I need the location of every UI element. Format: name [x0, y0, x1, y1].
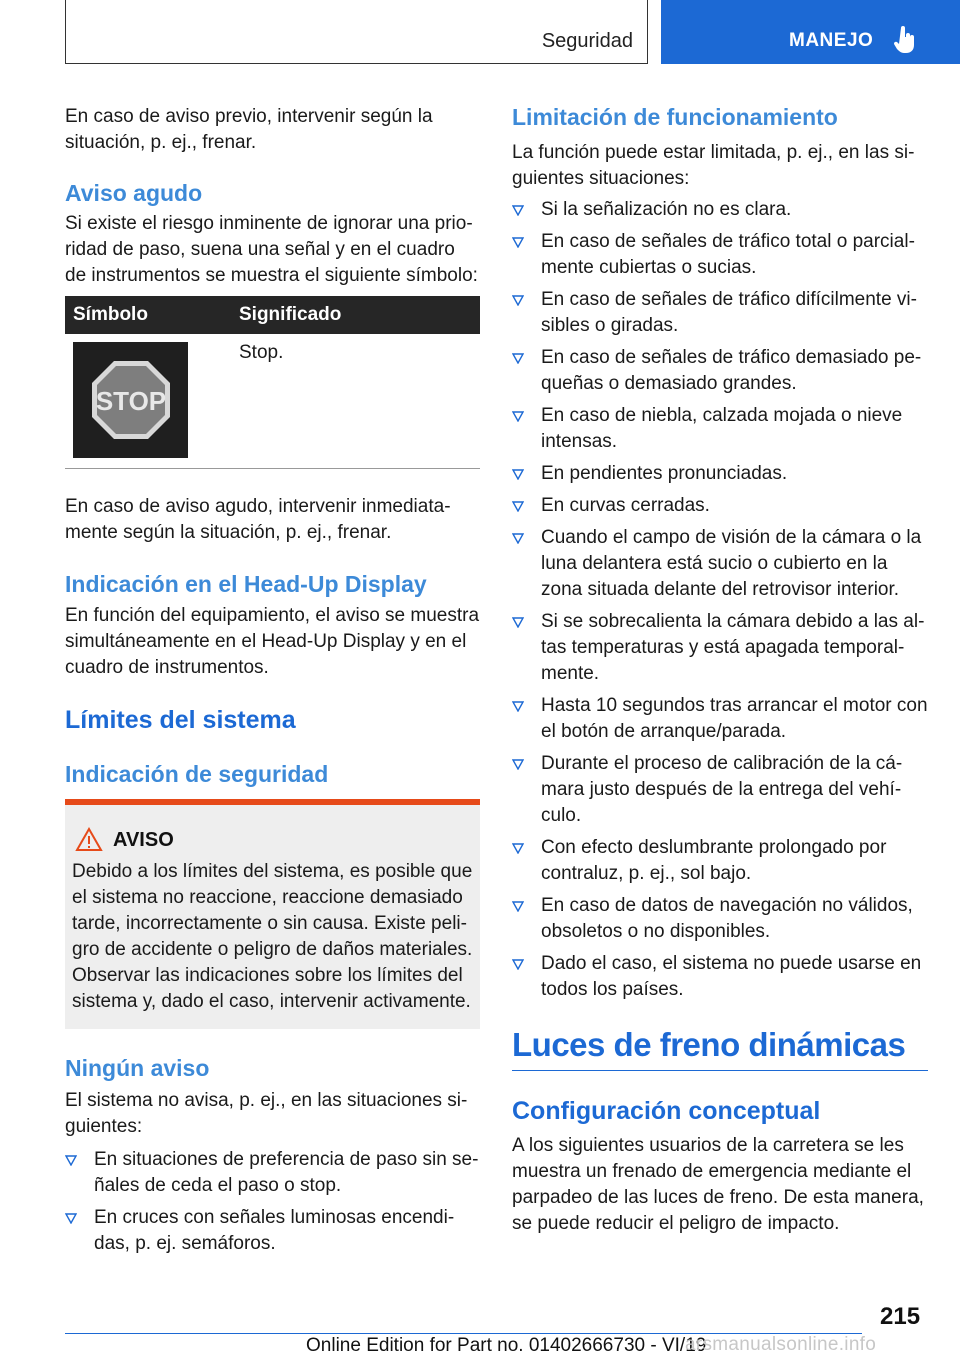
bullet-triangle-icon — [512, 901, 524, 912]
list-item: Hasta 10 segundos tras arrancar el motor con el botón de arranque/parada. — [512, 693, 928, 745]
limitation-list — [512, 197, 928, 1003]
concept-heading: Configuración conceptual — [512, 1097, 821, 1125]
bullet-triangle-icon — [512, 353, 524, 364]
bullet-triangle-icon — [512, 843, 524, 854]
list-item: En caso de señales de tráfico demasiado pequeñas o demasiado grandes. — [512, 345, 928, 397]
safety-heading: Indicación de seguridad — [65, 761, 329, 787]
list-item: Durante el proceso de calibración de la cámara justo después de la entrega del vehículo. — [512, 751, 928, 829]
no-warning-list — [65, 1147, 480, 1257]
bullet-triangle-icon — [512, 205, 524, 216]
brake-lights-heading: Luces de freno dinámicas — [512, 1026, 906, 1063]
hud-text: En función del equipamiento, el aviso se muestra simultáneamente en el Head-Up Display y en el cuadro de instrumentos. — [65, 605, 480, 678]
no-warning-text: El sistema no avisa, p. ej., en las situaciones siguientes: — [65, 1090, 468, 1137]
acute-warning-text: Si existe el riesgo inminente de ignorar una prioridad de paso, suena una señal y en el cuadro de instrumentos se muestra el siguiente símbolo: — [65, 213, 478, 286]
intro-paragraph: En caso de aviso previo, intervenir según la situación, p. ej., frenar. — [65, 106, 433, 153]
bullet-triangle-icon — [512, 469, 524, 480]
chapter-title: MANEJO — [789, 30, 874, 51]
warning-title: AVISO — [113, 829, 174, 851]
list-item: Con efecto deslumbrante prolongado por contraluz, p. ej., sol bajo. — [512, 835, 928, 887]
no-warning-heading: Ningún aviso — [65, 1055, 210, 1081]
list-item: Si la señalización no es clara. — [512, 197, 928, 223]
list-item: En cruces con señales luminosas encendidas, p. ej. semáforos. — [65, 1205, 480, 1257]
warning-triangle-icon — [75, 827, 103, 852]
table-header-symbol: Símbolo — [65, 296, 231, 334]
symbol-table — [65, 296, 480, 469]
bullet-triangle-icon — [65, 1213, 77, 1224]
bullet-triangle-icon — [512, 501, 524, 512]
section-tab — [65, 0, 648, 64]
edition-text: Online Edition for Part no. 01402666730 - VI/19 — [306, 1335, 707, 1356]
list-item: En situaciones de preferencia de paso sin señales de ceda el paso o stop. — [65, 1147, 480, 1199]
bullet-triangle-icon — [512, 701, 524, 712]
warning-text: Debido a los límites del sistema, es posible que el sistema no reaccione, reaccione demasiado tarde, incorrectamente o sin causa. Existe peligro de accidente o peligro de daños materiales. Observar las indicaciones sobre los límites del sistema y, dado el caso, intervenir activamente. — [72, 861, 473, 1012]
hand-pointer-icon — [893, 26, 919, 54]
brake-lights-heading-block — [512, 1026, 928, 1071]
stop-symbol — [73, 342, 188, 458]
bullet-triangle-icon — [512, 533, 524, 544]
stop-sign-text: STOP — [95, 386, 166, 416]
watermark: arsmanualsonline.info — [685, 1334, 877, 1355]
bullet-triangle-icon — [512, 411, 524, 422]
list-item: En caso de señales de tráfico total o parcialmente cubiertas o sucias. — [512, 229, 928, 281]
page-number: 215 — [880, 1303, 921, 1330]
bullet-triangle-icon — [512, 759, 524, 770]
warning-box — [65, 799, 480, 1029]
table-row — [65, 334, 480, 469]
list-item: En pendientes pronunciadas. — [512, 461, 928, 487]
hud-heading: Indicación en el Head-Up Display — [65, 571, 427, 597]
list-item: En caso de señales de tráfico difícilmente visibles o giradas. — [512, 287, 928, 339]
system-limits-heading: Límites del sistema — [65, 706, 296, 734]
limitation-text: La función puede estar limitada, p. ej., en las siguientes situaciones: — [512, 142, 915, 189]
limitation-heading: Limitación de funcionamiento — [512, 104, 838, 130]
list-item: En curvas cerradas. — [512, 493, 928, 519]
bullet-triangle-icon — [512, 295, 524, 306]
bullet-triangle-icon — [65, 1155, 77, 1166]
list-item: Si se sobrecalienta la cámara debido a las altas temperaturas y está apagada temporalmente. — [512, 609, 928, 687]
list-item: En caso de datos de navegación no válidos, obsoletos o no disponibles. — [512, 893, 928, 945]
section-title: Seguridad — [541, 30, 633, 52]
stop-sign-icon — [90, 359, 172, 441]
list-item: Dado el caso, el sistema no puede usarse en todos los países. — [512, 951, 928, 1003]
bullet-triangle-icon — [512, 959, 524, 970]
bullet-triangle-icon — [512, 617, 524, 628]
list-item: En caso de niebla, calzada mojada o nieve intensas. — [512, 403, 928, 455]
bullet-triangle-icon — [512, 237, 524, 248]
list-item: Cuando el campo de visión de la cámara o la luna delantera está sucio o cubierto en la zona situada delante del retrovisor interior. — [512, 525, 928, 603]
acute-warning-heading: Aviso agudo — [65, 180, 203, 206]
table-meaning-cell: Stop. — [231, 334, 480, 469]
page-header — [0, 0, 960, 66]
table-header-meaning: Significado — [231, 296, 480, 334]
concept-text: A los siguientes usuarios de la carretera se les muestra un frenado de emergencia mediante el parpadeo de las luces de freno. De esta manera, se puede reducir el peligro de impacto. — [512, 1135, 924, 1234]
after-table-paragraph: En caso de aviso agudo, intervenir inmediatamente según la situación, p. ej., frenar. — [65, 496, 451, 543]
